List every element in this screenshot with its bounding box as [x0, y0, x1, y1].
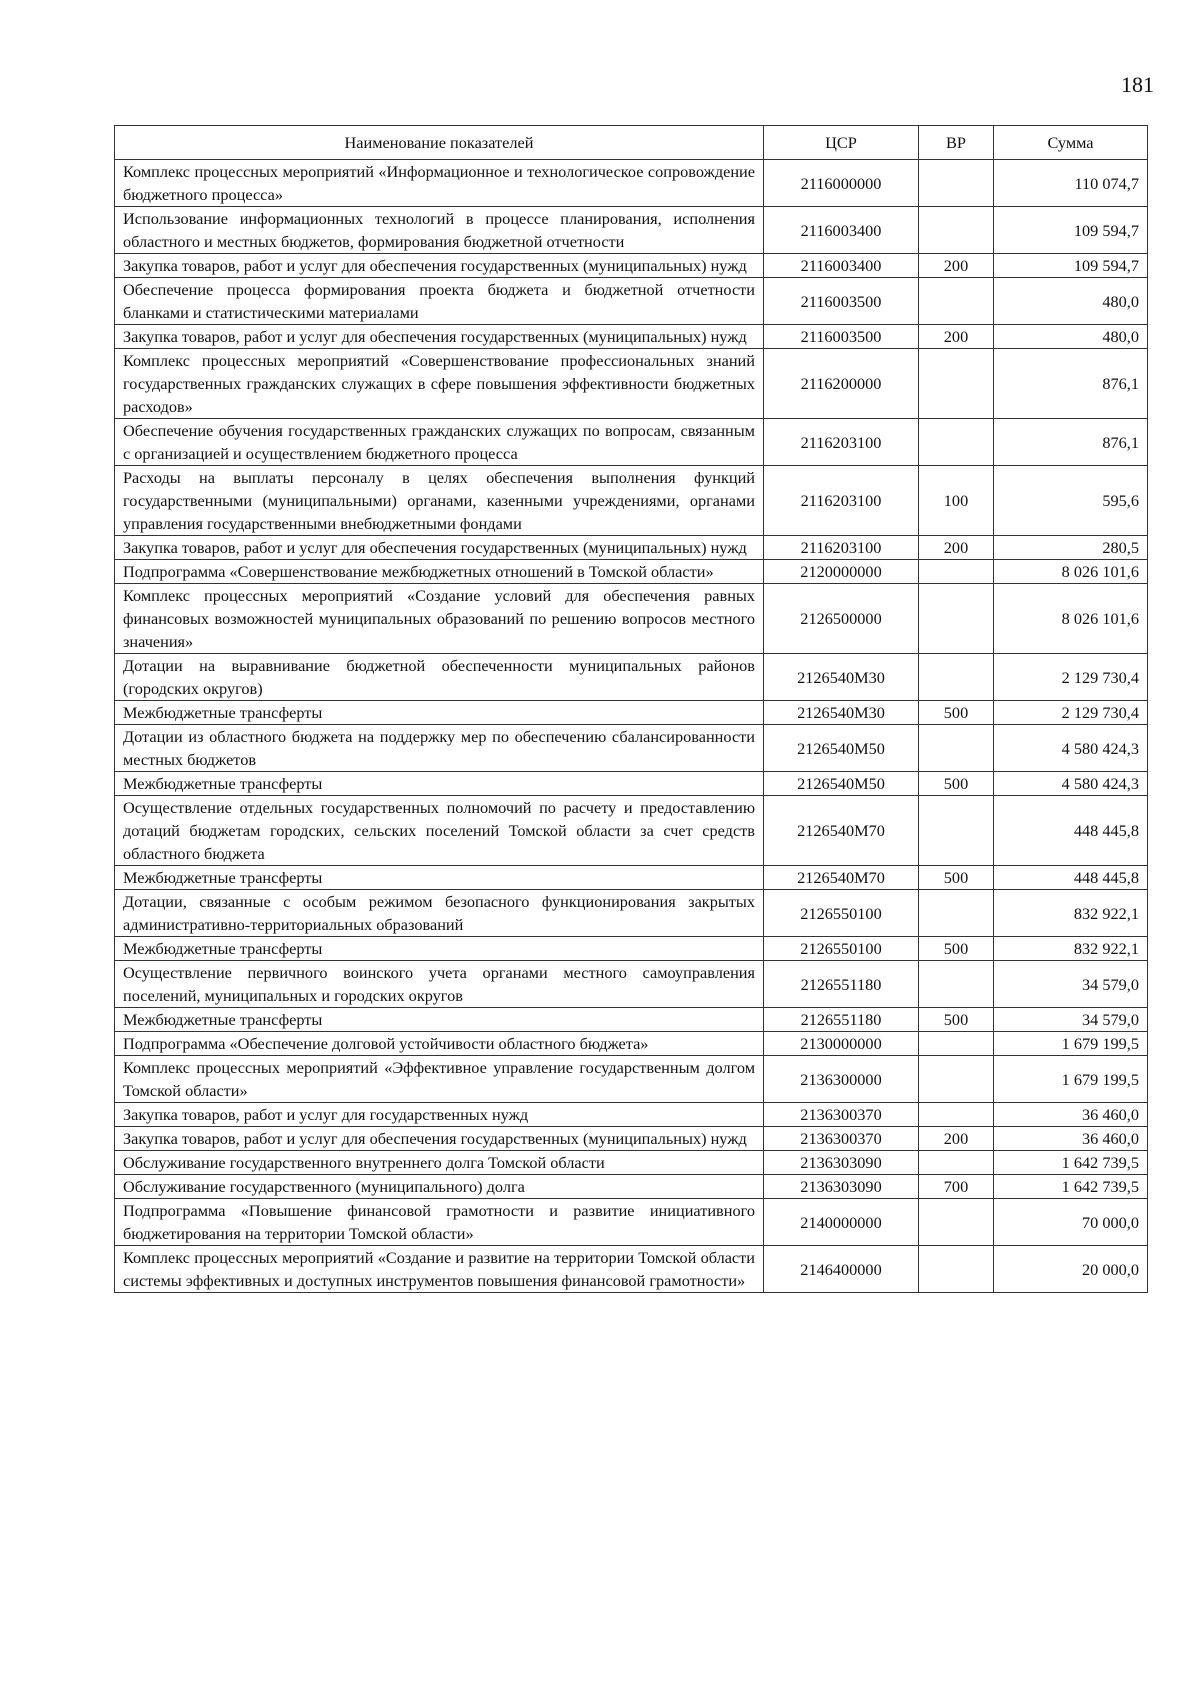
cell-sum: 110 074,7 — [994, 160, 1148, 207]
table-row — [115, 1151, 1148, 1175]
table-row — [115, 254, 1148, 278]
cell-csr: 2136300370 — [764, 1103, 919, 1127]
cell-sum: 4 580 424,3 — [994, 725, 1148, 772]
cell-vr: 200 — [919, 254, 994, 278]
budget-table — [114, 125, 1148, 1293]
table-row — [115, 325, 1148, 349]
table-row — [115, 536, 1148, 560]
cell-sum: 480,0 — [994, 325, 1148, 349]
cell-sum: 1 642 739,5 — [994, 1151, 1148, 1175]
cell-sum: 1 679 199,5 — [994, 1056, 1148, 1103]
cell-vr — [919, 1151, 994, 1175]
cell-name: Межбюджетные трансферты — [115, 701, 764, 725]
cell-csr: 2116203100 — [764, 419, 919, 466]
table-row — [115, 560, 1148, 584]
header-name: Наименование показателей — [115, 126, 764, 160]
header-csr: ЦСР — [764, 126, 919, 160]
cell-name: Подпрограмма «Повышение финансовой грамотности и развитие инициативного бюджетирования на территории Томской области» — [115, 1199, 764, 1246]
cell-vr: 100 — [919, 466, 994, 536]
cell-vr — [919, 654, 994, 701]
cell-name: Комплекс процессных мероприятий «Совершенствование профессиональных знаний государственных гражданских служащих в сфере повышения эффективности бюджетных расходов» — [115, 349, 764, 419]
header-sum: Сумма — [994, 126, 1148, 160]
table-header-row — [115, 126, 1148, 160]
cell-sum: 4 580 424,3 — [994, 772, 1148, 796]
cell-name: Дотации на выравнивание бюджетной обеспеченности муниципальных районов (городских округов) — [115, 654, 764, 701]
cell-name: Комплекс процессных мероприятий «Создание и развитие на территории Томской области системы эффективных и доступных инструментов повышения финансовой грамотности» — [115, 1246, 764, 1293]
cell-csr: 2116003400 — [764, 254, 919, 278]
cell-sum: 8 026 101,6 — [994, 584, 1148, 654]
cell-csr: 2126540М50 — [764, 772, 919, 796]
cell-vr: 500 — [919, 866, 994, 890]
cell-sum: 2 129 730,4 — [994, 701, 1148, 725]
table-row — [115, 961, 1148, 1008]
cell-name: Закупка товаров, работ и услуг для обеспечения государственных (муниципальных) нужд — [115, 1127, 764, 1151]
cell-csr: 2136300370 — [764, 1127, 919, 1151]
table-row — [115, 1246, 1148, 1293]
cell-sum: 109 594,7 — [994, 254, 1148, 278]
cell-sum: 34 579,0 — [994, 1008, 1148, 1032]
cell-vr: 500 — [919, 701, 994, 725]
page-number: 181 — [1121, 72, 1154, 97]
cell-vr: 700 — [919, 1175, 994, 1199]
cell-vr — [919, 1056, 994, 1103]
cell-csr: 2126551180 — [764, 1008, 919, 1032]
cell-name: Осуществление первичного воинского учета органами местного самоуправления поселений, муниципальных и городских округов — [115, 961, 764, 1008]
table-row — [115, 419, 1148, 466]
table-body — [115, 160, 1148, 1293]
cell-sum: 832 922,1 — [994, 890, 1148, 937]
cell-sum: 832 922,1 — [994, 937, 1148, 961]
cell-vr: 200 — [919, 1127, 994, 1151]
cell-sum: 109 594,7 — [994, 207, 1148, 254]
table-row — [115, 207, 1148, 254]
cell-sum: 2 129 730,4 — [994, 654, 1148, 701]
cell-sum: 1 642 739,5 — [994, 1175, 1148, 1199]
cell-sum: 36 460,0 — [994, 1103, 1148, 1127]
table-row — [115, 1032, 1148, 1056]
cell-vr — [919, 1246, 994, 1293]
cell-sum: 70 000,0 — [994, 1199, 1148, 1246]
cell-name: Межбюджетные трансферты — [115, 866, 764, 890]
cell-csr: 2126550100 — [764, 890, 919, 937]
table-row — [115, 725, 1148, 772]
cell-vr — [919, 890, 994, 937]
table-row — [115, 1199, 1148, 1246]
cell-csr: 2136303090 — [764, 1175, 919, 1199]
table-row — [115, 937, 1148, 961]
cell-csr: 2136303090 — [764, 1151, 919, 1175]
cell-name: Межбюджетные трансферты — [115, 1008, 764, 1032]
table-row — [115, 1127, 1148, 1151]
table-row — [115, 1103, 1148, 1127]
cell-csr: 2116203100 — [764, 466, 919, 536]
cell-sum: 20 000,0 — [994, 1246, 1148, 1293]
cell-name: Расходы на выплаты персоналу в целях обеспечения выполнения функций государственными (муниципальными) органами, казенными учреждениями, органами управления государственными внебюджетными фондами — [115, 466, 764, 536]
table-row — [115, 796, 1148, 866]
cell-name: Межбюджетные трансферты — [115, 772, 764, 796]
table-row — [115, 1056, 1148, 1103]
cell-vr — [919, 207, 994, 254]
cell-csr: 2116200000 — [764, 349, 919, 419]
cell-vr — [919, 1103, 994, 1127]
cell-csr: 2126540М70 — [764, 866, 919, 890]
cell-csr: 2126540М30 — [764, 654, 919, 701]
table-row — [115, 1175, 1148, 1199]
cell-name: Обеспечение обучения государственных гражданских служащих по вопросам, связанным с организацией и осуществлением бюджетного процесса — [115, 419, 764, 466]
cell-sum: 595,6 — [994, 466, 1148, 536]
cell-csr: 2126551180 — [764, 961, 919, 1008]
cell-csr: 2140000000 — [764, 1199, 919, 1246]
cell-csr: 2126500000 — [764, 584, 919, 654]
cell-sum: 36 460,0 — [994, 1127, 1148, 1151]
cell-sum: 448 445,8 — [994, 866, 1148, 890]
cell-csr: 2116003400 — [764, 207, 919, 254]
cell-vr — [919, 961, 994, 1008]
cell-name: Межбюджетные трансферты — [115, 937, 764, 961]
cell-name: Закупка товаров, работ и услуг для государственных нужд — [115, 1103, 764, 1127]
cell-name: Комплекс процессных мероприятий «Информационное и технологическое сопровождение бюджетного процесса» — [115, 160, 764, 207]
cell-vr — [919, 419, 994, 466]
cell-csr: 2116203100 — [764, 536, 919, 560]
cell-vr — [919, 160, 994, 207]
cell-sum: 34 579,0 — [994, 961, 1148, 1008]
cell-name: Комплекс процессных мероприятий «Создание условий для обеспечения равных финансовых возможностей муниципальных образований по решению вопросов местного значения» — [115, 584, 764, 654]
cell-csr: 2126540М50 — [764, 725, 919, 772]
cell-vr — [919, 278, 994, 325]
cell-vr: 200 — [919, 325, 994, 349]
cell-csr: 2120000000 — [764, 560, 919, 584]
cell-vr: 500 — [919, 937, 994, 961]
cell-csr: 2130000000 — [764, 1032, 919, 1056]
cell-csr: 2126540М70 — [764, 796, 919, 866]
cell-vr — [919, 725, 994, 772]
cell-vr — [919, 584, 994, 654]
header-vr: ВР — [919, 126, 994, 160]
cell-name: Обслуживание государственного внутреннего долга Томской области — [115, 1151, 764, 1175]
cell-sum: 876,1 — [994, 349, 1148, 419]
cell-name: Дотации из областного бюджета на поддержку мер по обеспечению сбалансированности местных бюджетов — [115, 725, 764, 772]
cell-vr: 500 — [919, 1008, 994, 1032]
cell-vr — [919, 349, 994, 419]
cell-sum: 876,1 — [994, 419, 1148, 466]
cell-name: Подпрограмма «Совершенствование межбюджетных отношений в Томской области» — [115, 560, 764, 584]
cell-sum: 8 026 101,6 — [994, 560, 1148, 584]
cell-vr: 200 — [919, 536, 994, 560]
cell-name: Дотации, связанные с особым режимом безопасного функционирования закрытых административно-территориальных образований — [115, 890, 764, 937]
table-row — [115, 584, 1148, 654]
cell-vr — [919, 796, 994, 866]
table-row — [115, 701, 1148, 725]
cell-sum: 448 445,8 — [994, 796, 1148, 866]
cell-csr: 2116003500 — [764, 325, 919, 349]
cell-name: Закупка товаров, работ и услуг для обеспечения государственных (муниципальных) нужд — [115, 254, 764, 278]
table-row — [115, 866, 1148, 890]
cell-name: Обслуживание государственного (муниципального) долга — [115, 1175, 764, 1199]
cell-sum: 280,5 — [994, 536, 1148, 560]
cell-csr: 2146400000 — [764, 1246, 919, 1293]
cell-sum: 1 679 199,5 — [994, 1032, 1148, 1056]
table-row — [115, 1008, 1148, 1032]
cell-name: Закупка товаров, работ и услуг для обеспечения государственных (муниципальных) нужд — [115, 325, 764, 349]
cell-name: Использование информационных технологий в процессе планирования, исполнения областного и местных бюджетов, формирования бюджетной отчетности — [115, 207, 764, 254]
cell-vr — [919, 1032, 994, 1056]
table-row — [115, 654, 1148, 701]
table-row — [115, 160, 1148, 207]
cell-name: Осуществление отдельных государственных полномочий по расчету и предоставлению дотаций бюджетам городских, сельских поселений Томской области за счет средств областного бюджета — [115, 796, 764, 866]
table-row — [115, 772, 1148, 796]
cell-name: Подпрограмма «Обеспечение долговой устойчивости областного бюджета» — [115, 1032, 764, 1056]
cell-vr: 500 — [919, 772, 994, 796]
table-row — [115, 466, 1148, 536]
cell-name: Закупка товаров, работ и услуг для обеспечения государственных (муниципальных) нужд — [115, 536, 764, 560]
table-row — [115, 278, 1148, 325]
cell-csr: 2116003500 — [764, 278, 919, 325]
cell-csr: 2116000000 — [764, 160, 919, 207]
cell-csr: 2136300000 — [764, 1056, 919, 1103]
cell-name: Комплекс процессных мероприятий «Эффективное управление государственным долгом Томской области» — [115, 1056, 764, 1103]
cell-vr — [919, 1199, 994, 1246]
table-row — [115, 890, 1148, 937]
cell-csr: 2126550100 — [764, 937, 919, 961]
table-row — [115, 349, 1148, 419]
cell-sum: 480,0 — [994, 278, 1148, 325]
cell-vr — [919, 560, 994, 584]
cell-name: Обеспечение процесса формирования проекта бюджета и бюджетной отчетности бланками и статистическими материалами — [115, 278, 764, 325]
cell-csr: 2126540М30 — [764, 701, 919, 725]
